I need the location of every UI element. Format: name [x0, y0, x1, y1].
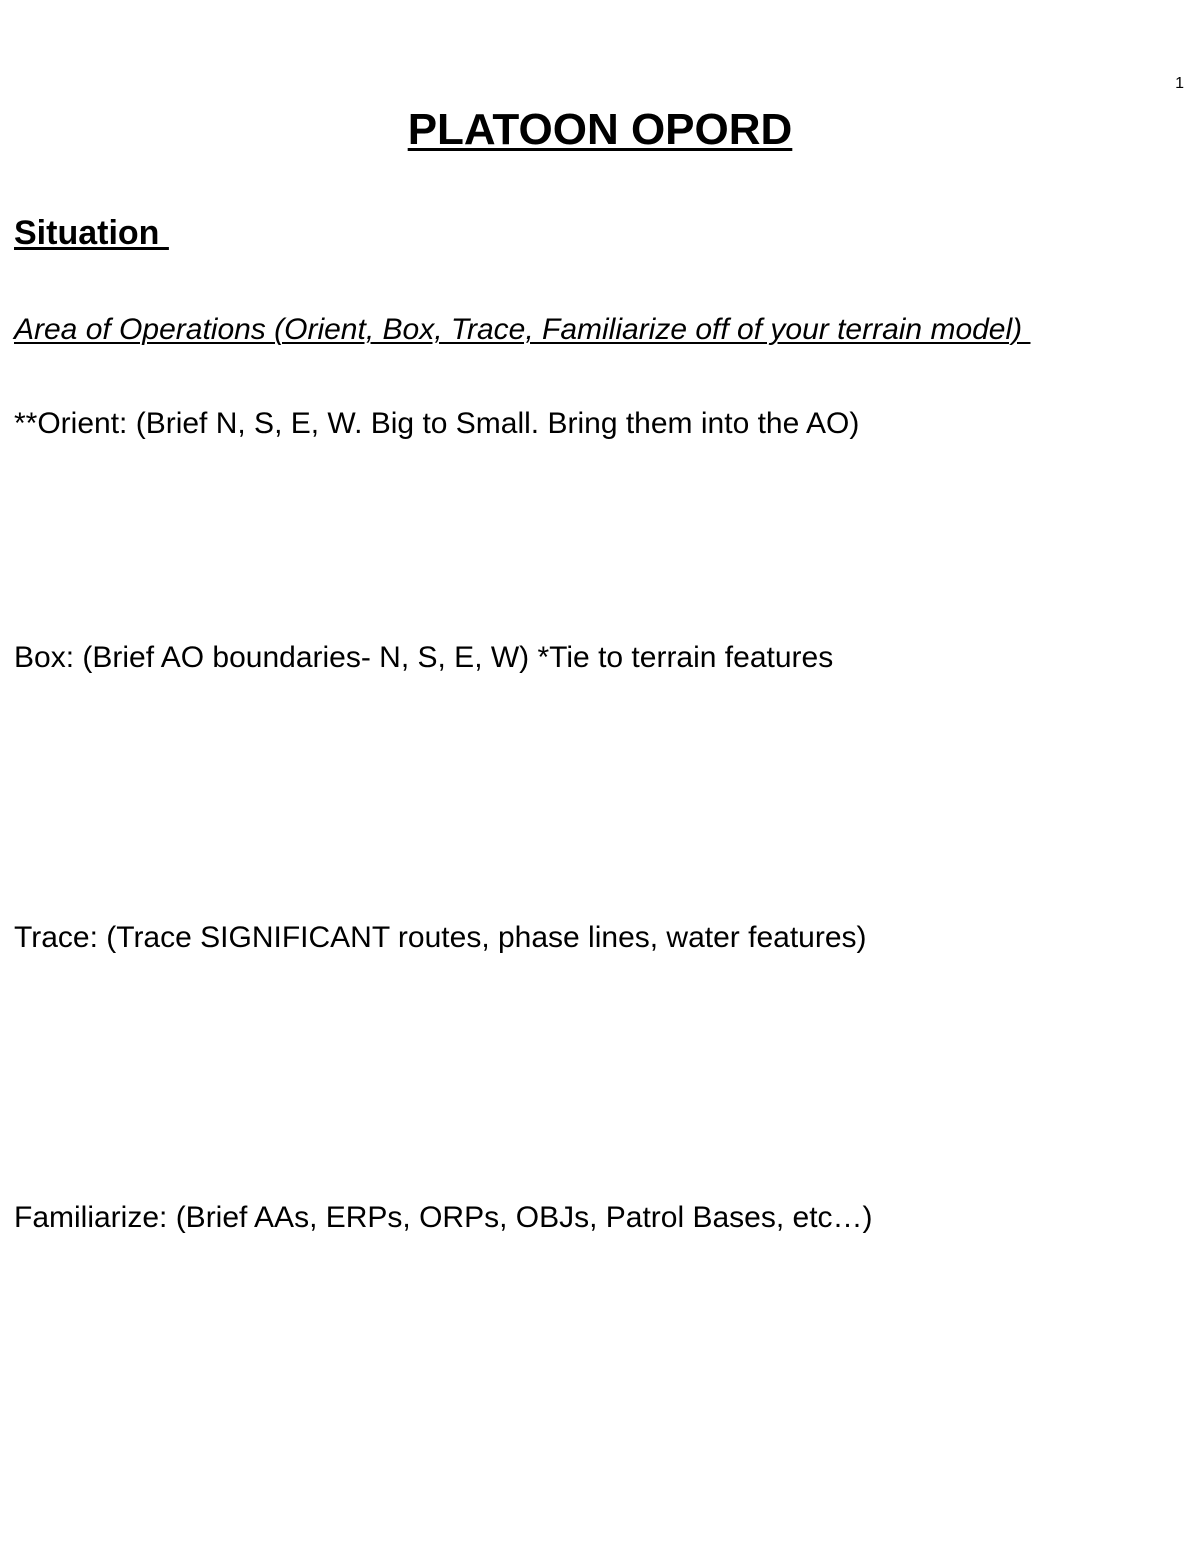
subheading-area-of-operations: Area of Operations (Orient, Box, Trace, Familiarize off of your terrain model) — [14, 313, 1031, 346]
document-title: PLATOON OPORD — [407, 105, 793, 154]
trace-instruction: Trace: (Trace SIGNIFICANT routes, phase lines, water features) — [14, 921, 867, 954]
familiarize-instruction: Familiarize: (Brief AAs, ERPs, ORPs, OBJs, Patrol Bases, etc…) — [14, 1201, 873, 1234]
page-number: 1 — [1175, 75, 1184, 92]
orient-instruction: **Orient: (Brief N, S, E, W. Big to Small. Bring them into the AO) — [14, 407, 860, 440]
box-instruction: Box: (Brief AO boundaries- N, S, E, W) *Tie to terrain features — [14, 641, 834, 674]
section-heading-situation: Situation — [14, 214, 169, 252]
